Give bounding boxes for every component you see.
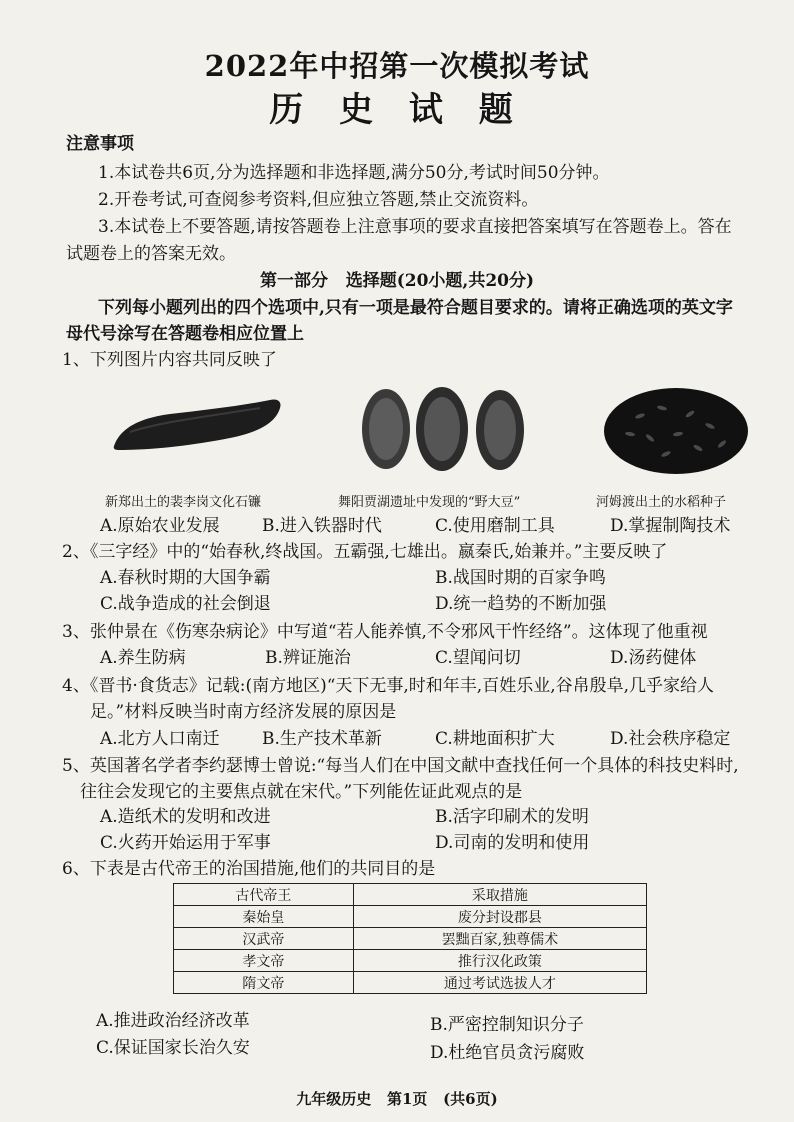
q3-option-c[interactable]: C.望闻问切	[435, 648, 521, 668]
q5-option-a[interactable]: A.造纸术的发明和改进	[100, 807, 271, 827]
table-row	[174, 928, 647, 950]
part1-title: 第一部分 选择题(20小题,共20分)	[259, 271, 535, 291]
table-cell: 罢黜百家,独尊儒术	[353, 928, 646, 950]
exam-subject-title: 历 史 试 题	[269, 90, 525, 130]
q1-caption-1: 新郑出土的裴李岗文化石镰	[105, 495, 262, 510]
q2-option-d[interactable]: D.统一趋势的不断加强	[435, 594, 607, 614]
wild-soybean-image	[358, 382, 528, 477]
table-cell: 秦始皇	[174, 906, 354, 928]
q5-option-c[interactable]: C.火药开始运用于军事	[100, 833, 271, 853]
q4-option-d[interactable]: D.社会秩序稳定	[610, 729, 731, 749]
q2-option-c[interactable]: C.战争造成的社会倒退	[100, 594, 271, 614]
q2-option-b[interactable]: B.战国时期的百家争鸣	[435, 568, 606, 588]
q1-option-a[interactable]: A.原始农业发展	[100, 516, 220, 536]
q6-option-b[interactable]: B.严密控制知识分子	[430, 1015, 584, 1035]
q1-option-c[interactable]: C.使用磨制工具	[435, 516, 555, 536]
notice-item-1: 1.本试卷共6页,分为选择题和非选择题,满分50分,考试时间50分钟。	[98, 163, 610, 183]
q3-option-d[interactable]: D.汤药健体	[610, 648, 697, 668]
rice-seeds-image	[600, 386, 752, 476]
q6-option-c[interactable]: C.保证国家长治久安	[96, 1038, 250, 1058]
table-row	[174, 906, 647, 928]
table-cell: 汉武帝	[174, 928, 354, 950]
table-cell: 孝文帝	[174, 950, 354, 972]
q3-stem: 3、张仲景在《伤寒杂病论》中写道“若人能养慎,不令邪风干忤经络”。这体现了他重视	[62, 622, 708, 642]
q1-option-b[interactable]: B.进入铁器时代	[262, 516, 382, 536]
notice-heading: 注意事项	[66, 134, 134, 154]
q2-stem: 2、《三字经》中的“始春秋,终战国。五霸强,七雄出。嬴秦氏,始兼并。”主要反映了	[62, 542, 668, 562]
table-header-cell: 古代帝王	[174, 884, 354, 906]
table-row	[174, 972, 647, 994]
table-cell: 通过考试选拔人才	[353, 972, 646, 994]
table-header-row	[174, 884, 647, 906]
table-cell: 推行汉化政策	[353, 950, 646, 972]
table-header-cell: 采取措施	[353, 884, 646, 906]
q6-table	[173, 883, 647, 994]
q4-option-c[interactable]: C.耕地面积扩大	[435, 729, 555, 749]
q1-caption-3: 河姆渡出土的水稻种子	[596, 495, 727, 510]
q6-stem: 6、下表是古代帝王的治国措施,他们的共同目的是	[62, 859, 436, 879]
q5-stem-cont: 往往会发现它的主要焦点就在宋代。”下列能佐证此观点的是	[80, 782, 523, 802]
q6-option-d[interactable]: D.杜绝官员贪污腐败	[430, 1043, 585, 1063]
stone-sickle-image	[110, 392, 285, 454]
table-cell: 废分封设郡县	[353, 906, 646, 928]
q1-stem: 1、下列图片内容共同反映了	[62, 350, 277, 370]
notice-item-3: 3.本试卷上不要答题,请按答题卷上注意事项的要求直接把答案填写在答题卷上。答在	[98, 217, 732, 237]
q4-stem-cont: 足。”材料反映当时南方经济发展的原因是	[90, 702, 397, 722]
notice-item-2: 2.开卷考试,可查阅参考资料,但应独立答题,禁止交流资料。	[98, 190, 539, 210]
table-row	[174, 950, 647, 972]
q1-option-d[interactable]: D.掌握制陶技术	[610, 516, 731, 536]
q2-option-a[interactable]: A.春秋时期的大国争霸	[100, 568, 271, 588]
q1-caption-2: 舞阳贾湖遗址中发现的“野大豆”	[338, 495, 521, 510]
q5-option-b[interactable]: B.活字印刷术的发明	[435, 807, 589, 827]
table-cell: 隋文帝	[174, 972, 354, 994]
q4-option-a[interactable]: A.北方人口南迁	[100, 729, 220, 749]
page-footer: 九年级历史 第1页 (共6页)	[296, 1090, 498, 1108]
exam-title: 2022年中招第一次模拟考试	[204, 49, 590, 83]
q4-stem: 4、《晋书·食货志》记载:(南方地区)“天下无事,时和年丰,百姓乐业,谷帛殷阜,几乎家给人	[62, 676, 715, 696]
notice-item-3-cont: 试题卷上的答案无效。	[66, 244, 236, 264]
q6-option-a[interactable]: A.推进政治经济改革	[96, 1011, 250, 1031]
part1-instruction: 下列每小题列出的四个选项中,只有一项是最符合题目要求的。请将正确选项的英文字	[98, 298, 733, 318]
q4-option-b[interactable]: B.生产技术革新	[262, 729, 382, 749]
q5-stem: 5、英国著名学者李约瑟博士曾说:“每当人们在中国文献中查找任何一个具体的科技史料时,	[62, 756, 739, 776]
part1-instruction-cont: 母代号涂写在答题卷相应位置上	[66, 324, 304, 344]
q3-option-a[interactable]: A.养生防病	[100, 648, 186, 668]
q3-option-b[interactable]: B.辨证施治	[265, 648, 351, 668]
q5-option-d[interactable]: D.司南的发明和使用	[435, 833, 590, 853]
